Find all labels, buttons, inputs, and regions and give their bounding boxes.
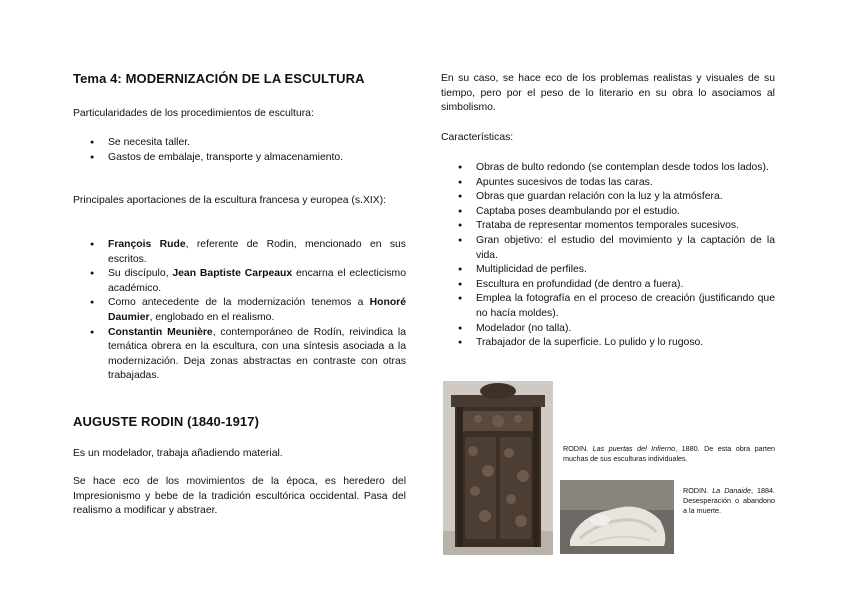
sculptor-name: Constantin Meunière — [108, 326, 213, 338]
list-item: ● Gran objetivo: el estudio del movimiento y la captación de la vida. — [441, 234, 775, 263]
list-item-text: Su discípulo, — [108, 268, 173, 280]
list-item-text: Como antecedente de la modernización tenemos a — [108, 297, 370, 309]
characteristics-list — [441, 161, 775, 351]
sculptor-name: François Rude — [108, 239, 186, 250]
caption-gates-of-hell — [563, 444, 775, 464]
gates-of-hell-image — [443, 381, 553, 555]
list-item-text: , contemporáneo de Rodín, reivindica la temática obrera en la escultura, con una síntesis asociada a la modernización. Deja zonas abstractas en contraste con otras trabajadas. — [108, 326, 406, 382]
list-item: ● Obras que guardan relación con la luz y la atmósfera. — [441, 190, 775, 205]
caption-text: RODIN. — [563, 444, 593, 453]
contributions-list — [73, 238, 406, 384]
list-item: ● Gastos de embalaje, transporte y almacenamiento. — [73, 151, 406, 166]
page-title: Tema 4: MODERNIZACIÓN DE LA ESCULTURA — [73, 71, 365, 86]
list-item: ● Trataba de representar momentos temporales sucesivos. — [441, 219, 775, 234]
list-item: ● Multiplicidad de perfiles. — [441, 263, 775, 278]
symbolism-paragraph: En su caso, se hace eco de los problemas realistas y visuales de su tiempo, pero por el peso de lo literario en su obra lo asociamos al simbolismo. — [441, 73, 775, 114]
list-item: ● Captaba poses deambulando por el estudio. — [441, 205, 775, 220]
list-item — [73, 326, 406, 384]
list-item — [73, 267, 406, 296]
rodin-paragraph-2: Se hace eco de los movimientos de la época, es heredero del Impresionismo y bebe de la tradición escultórica occidental. Pasa del realismo a modificar y abstraer. — [73, 476, 406, 517]
caption-work-title: Las puertas del Infierno — [592, 444, 676, 453]
caption-text: , 1884. Desesperación o abandono a la muerte. — [683, 486, 775, 515]
danaide-illustration — [560, 480, 674, 554]
list-item — [73, 238, 406, 267]
list-item: ● Escultura en profundidad (de dentro a fuera). — [441, 278, 775, 293]
list-item: ● Modelador (no talla). — [441, 322, 775, 337]
list-item: ● Emplea la fotografía en el proceso de creación (justificando que no hacía moldes). — [441, 292, 775, 321]
list-item: ● Obras de bulto redondo (se contemplan desde todos los lados). — [441, 161, 775, 176]
contributions-intro: Principales aportaciones de la escultura francesa y europea (s.XIX): — [73, 195, 387, 206]
sculptor-name: Honoré Daumier — [108, 297, 406, 323]
rodin-paragraph-1: Es un modelador, trabaja añadiendo material. — [73, 448, 283, 459]
sculptor-name: Jean Baptiste Carpeaux — [172, 268, 293, 280]
rodin-heading: AUGUSTE RODIN (1840-1917) — [73, 414, 259, 429]
danaide-image — [560, 480, 674, 554]
list-item: ● Se necesita taller. — [73, 136, 406, 151]
list-item — [73, 296, 406, 325]
list-item-text: encarna el eclecticismo académico. — [108, 268, 406, 294]
procedures-intro: Particularidades de los procedimientos de escultura: — [73, 108, 314, 119]
list-item-text: , englobado en el realismo. — [149, 311, 275, 323]
procedures-list — [73, 136, 406, 165]
characteristics-heading: Características: — [441, 132, 514, 143]
list-item-text: , referente de Rodin, mencionado en sus escritos. — [108, 239, 407, 265]
gates-of-hell-illustration — [443, 381, 553, 555]
caption-text: , 1880. De esta obra parten muchas de sus esculturas individuales. — [563, 444, 775, 463]
list-item: ● Apuntes sucesivos de todas las caras. — [441, 176, 775, 191]
caption-text: RODIN. — [683, 486, 713, 495]
caption-danaide — [683, 486, 775, 516]
caption-work-title: La Danaide — [712, 486, 751, 495]
list-item: ● Trabajador de la superficie. Lo pulido y lo rugoso. — [441, 336, 775, 351]
